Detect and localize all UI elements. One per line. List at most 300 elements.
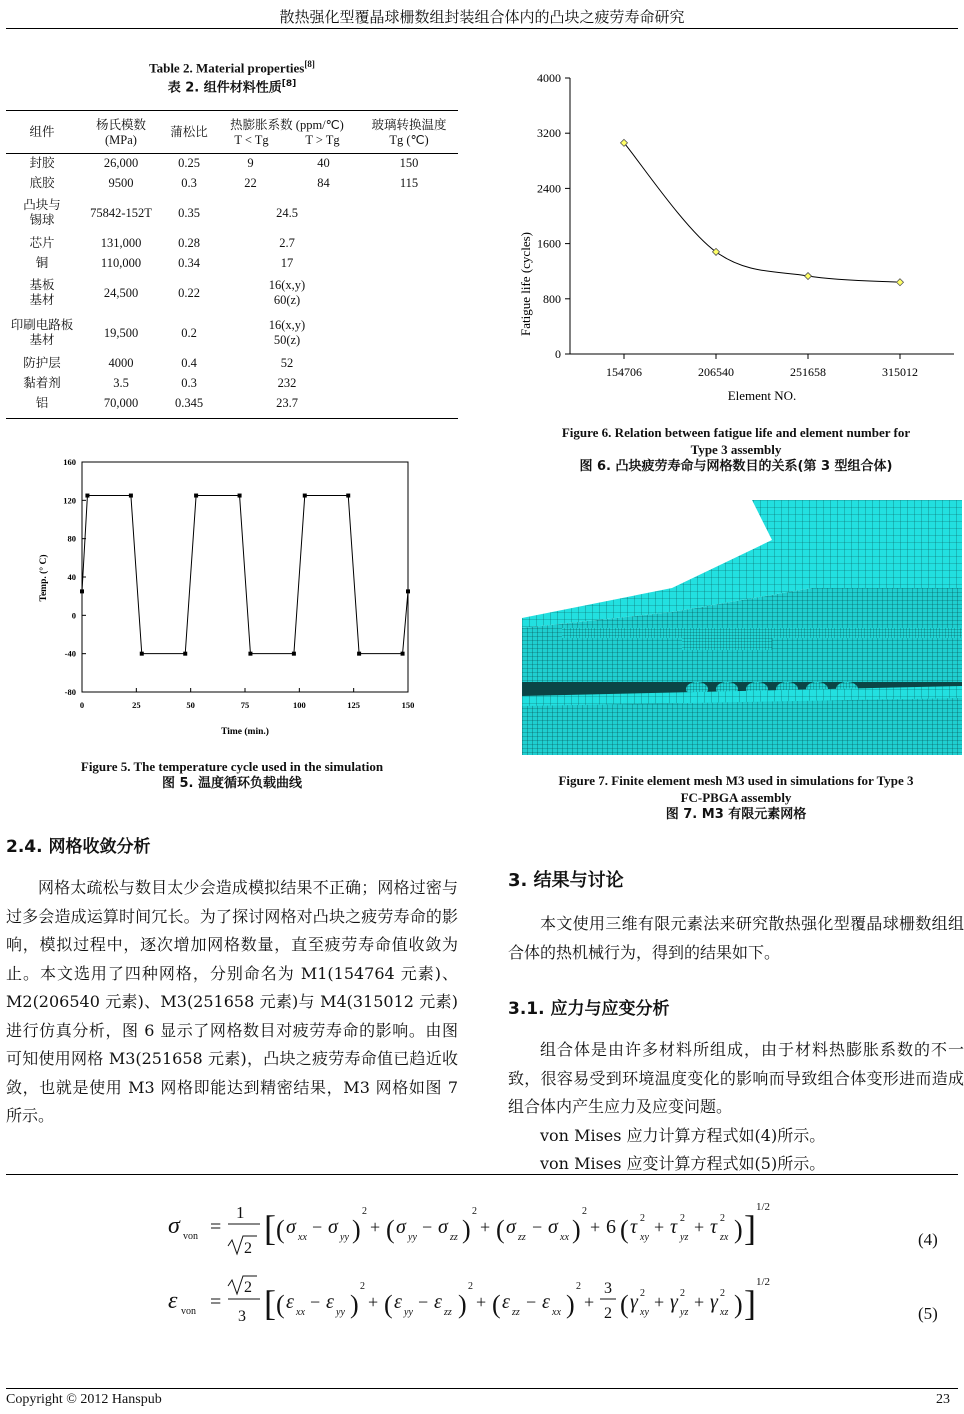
svg-text:]: ] [744,1283,756,1323]
figure-7-caption [508,772,964,823]
table-top-rule [6,110,458,111]
cell-cte-gt [287,173,360,193]
svg-text:2: 2 [640,1213,645,1224]
cell-component [6,153,78,173]
svg-text:−: − [310,1292,321,1312]
fig6-y-tick-label: 1600 [537,236,561,251]
fig5-point [292,652,296,656]
cell-tg [360,153,458,173]
svg-text:): ) [734,1215,743,1244]
cell-poisson [164,393,214,413]
figure-5-chart [30,452,430,744]
svg-text:): ) [352,1215,361,1244]
modulus-value: 9500 [108,175,134,190]
table-row [6,153,458,173]
fig5-x-tick-label: 75 [240,700,250,710]
svg-text:ε: ε [286,1291,294,1313]
svg-text:von: von [183,1231,198,1242]
cell-poisson [164,233,214,253]
poisson-value: 0.28 [178,235,200,250]
svg-text:σ: σ [168,1213,180,1239]
fig5-x-tick-label: 50 [186,700,195,710]
cte-lt-value: 22 [244,175,257,190]
cte-gt-value: 84 [317,175,330,190]
modulus-value: 19,500 [103,325,139,340]
svg-text:−: − [532,1217,543,1237]
fig5-point [194,494,198,498]
section-3-1-strain-line: von Mises 应变计算方程式如(5)所示。 [540,1154,826,1173]
svg-text:zz: zz [518,1232,526,1243]
table-title-ref: [8] [304,59,315,69]
modulus-value: 24,500 [103,285,139,300]
cell-modulus [78,193,164,233]
material-table [6,113,458,413]
figure-5-caption [6,758,458,792]
fig5-point [140,652,144,656]
poisson-value: 0.25 [178,155,200,170]
table-row [6,373,458,393]
cell-cte [214,353,360,373]
section-3-heading: 3. 结果与讨论 [508,870,624,891]
fig5-x-label: Time (min.) [221,727,269,737]
svg-text:xy: xy [640,1307,649,1318]
svg-text:+: + [584,1292,595,1312]
fig6-point [805,273,812,280]
fig5-point [346,494,350,498]
fig6-x-tick-label: 251658 [790,365,826,379]
svg-text:): ) [462,1215,471,1244]
svg-text:2: 2 [468,1281,473,1292]
component-name: 铝 [35,395,49,410]
cell-modulus [78,173,164,193]
fig5-series-line [82,496,408,654]
svg-text:2: 2 [680,1213,685,1224]
cell-component [6,233,78,253]
mesh-substrate [522,650,962,682]
figure-6-caption [508,424,964,475]
fig5-point [406,589,410,593]
svg-text:−: − [526,1292,537,1312]
fig5-point [183,652,187,656]
component-name: 黏着剂 [23,375,61,390]
svg-text:(: ( [386,1215,395,1244]
svg-text:): ) [458,1290,467,1319]
table-row [6,313,458,353]
cell-modulus [78,153,164,173]
cell-modulus [78,253,164,273]
svg-text:σ: σ [396,1216,406,1238]
section-3-1-heading: 3.1. 应力与应变分析 [508,999,670,1019]
th-cte [214,113,360,153]
svg-text:−: − [418,1292,429,1312]
svg-text:ε: ε [434,1291,442,1313]
svg-text:σ: σ [506,1216,516,1238]
svg-text:=: = [210,1216,222,1238]
cell-cte [214,373,360,393]
cell-poisson [164,313,214,353]
cte-value: 232 [277,375,297,390]
svg-text:+: + [694,1217,705,1237]
svg-text:yy: yy [340,1232,349,1243]
cell-cte [214,313,360,353]
running-header: 散热强化型覆晶球栅数组封装组合体内的凸块之疲劳寿命研究 [279,8,685,26]
component-name-2: 锡球 [29,213,55,227]
fig7-caption-en-1: Figure 7. Finite element mesh M3 used in simulations for Type 3 [558,773,914,788]
fig6-series-line [624,143,900,282]
svg-text:+: + [370,1217,381,1237]
table-title-cn: 表 2. 组件材料性质 [167,80,282,96]
svg-text:[: [ [264,1208,276,1248]
svg-text:(: ( [384,1290,393,1319]
th-tg-1: 玻璃转换温度 [371,117,447,132]
cte-value: 24.5 [276,205,298,220]
svg-text:γ: γ [670,1291,678,1313]
svg-text:yy: yy [408,1232,417,1243]
fig5-y-tick-label: -40 [64,648,76,659]
svg-text:+: + [654,1217,665,1237]
component-name: 凸块与 [23,198,61,212]
cell-component [6,253,78,273]
svg-text:σ: σ [286,1216,296,1238]
svg-text:σ: σ [548,1216,558,1238]
figure-6-chart [508,66,964,414]
cell-component [6,313,78,353]
modulus-value: 75842-152T [90,205,152,220]
th-modulus [78,113,164,153]
svg-text:xy: xy [640,1232,649,1243]
svg-text:xx: xx [298,1232,307,1243]
svg-text:): ) [566,1290,575,1319]
cell-poisson [164,173,214,193]
component-name: 芯片 [29,235,55,250]
svg-text:): ) [734,1290,743,1319]
fig6-point [897,279,904,286]
cell-tg [360,353,458,373]
cell-cte [214,253,360,273]
equation-4 [168,1201,770,1257]
svg-text:2: 2 [576,1281,581,1292]
equation-rule [6,1174,958,1175]
table-header-row [6,113,458,153]
svg-text:−: − [312,1217,323,1237]
svg-text:): ) [350,1290,359,1319]
svg-text:σ: σ [328,1216,338,1238]
fig5-y-label: Temp. (° C) [39,554,49,602]
cell-tg [360,253,458,273]
svg-text:(: ( [496,1215,505,1244]
table-row [6,253,458,273]
cell-tg [360,233,458,253]
fig5-y-tick-label: 120 [63,495,76,506]
th-component: 组件 [29,125,55,140]
cte-value: 16(x,y) [268,318,306,332]
poisson-value: 0.4 [181,355,197,370]
table-row [6,173,458,193]
fig7-caption-en-2: FC-PBGA assembly [680,790,792,805]
cell-modulus [78,233,164,253]
svg-text:[: [ [264,1283,276,1323]
cell-cte [214,273,360,313]
fig6-y-label: Fatigue life (cycles) [518,232,533,336]
svg-text:2: 2 [472,1206,477,1217]
cte-value: 16(x,y) [268,278,306,292]
svg-text:+: + [368,1292,379,1312]
svg-text:): ) [572,1215,581,1244]
poisson-value: 0.345 [174,395,204,410]
svg-text:xx: xx [296,1307,305,1318]
table-row [6,273,458,313]
cell-tg [360,313,458,353]
modulus-value: 70,000 [103,395,139,410]
cte-gt-value: 40 [317,155,330,170]
cell-modulus [78,393,164,413]
th-modulus-2: (MPa) [105,132,137,147]
svg-text:zz: zz [450,1232,458,1243]
poisson-value: 0.2 [181,325,197,340]
section-3-1-paragraph: 组合体是由许多材料所组成，由于材料热膨胀系数的不一致，很容易受到环境温度变化的影响而导致组合体变形进而造成组合体内产生应力及应变问题。 [508,1040,964,1116]
table-bottom-rule [6,418,458,419]
fig5-y-tick-label: 0 [71,610,76,621]
fig6-y-tick-label: 800 [543,291,561,306]
svg-text:ε: ε [502,1291,510,1313]
fig5-x-tick-label: 125 [347,700,361,710]
svg-text:+: + [476,1292,487,1312]
svg-text:2: 2 [360,1281,365,1292]
svg-text:zx: zx [720,1232,729,1243]
modulus-value: 110,000 [100,255,142,270]
svg-text:+: + [590,1217,601,1237]
poisson-value: 0.3 [181,175,197,190]
fig5-caption-en: Figure 5. The temperature cycle used in the simulation [80,759,384,774]
cell-component [6,373,78,393]
fig7-caption-cn: 图 7. M3 有限元素网格 [665,807,807,822]
fig5-point [401,652,405,656]
cell-modulus [78,373,164,393]
section-3-paragraph: 本文使用三维有限元素法来研究散热强化型覆晶球栅数组组合体的热机械行为，得到的结果如下。 [508,914,964,962]
svg-text:τ: τ [630,1216,638,1238]
poisson-value: 0.34 [178,255,200,270]
cell-poisson [164,253,214,273]
svg-text:1: 1 [236,1203,245,1222]
cell-component [6,273,78,313]
svg-text:xz: xz [720,1307,729,1318]
fig6-caption-en-1: Figure 6. Relation between fatigue life and element number for [561,425,911,440]
equation-5 [168,1276,770,1325]
fig6-y-tick-label: 0 [555,347,561,361]
fig5-caption-cn: 图 5. 温度循环负载曲线 [161,776,303,791]
svg-text:yy: yy [336,1307,345,1318]
fig5-point [248,652,252,656]
modulus-value: 4000 [108,355,134,370]
svg-text:τ: τ [670,1216,678,1238]
cell-poisson [164,153,214,173]
component-name-2: 基材 [29,293,55,307]
cell-modulus [78,313,164,353]
component-name: 防护层 [23,355,61,370]
cell-modulus [78,353,164,373]
cell-cte [214,393,360,413]
figure-7-mesh-image [522,500,962,755]
th-modulus-1: 杨氏模数 [95,117,146,132]
th-cte-gt: T > Tg [305,132,340,147]
fig5-y-tick-label: 160 [63,457,76,467]
svg-text:(: ( [492,1290,501,1319]
svg-text:3: 3 [604,1280,612,1297]
cte-value-z: 60(z) [273,293,301,307]
modulus-value: 131,000 [100,235,142,250]
th-tg [360,113,458,153]
cte-value: 17 [280,255,294,270]
svg-text:2: 2 [604,1305,612,1322]
svg-text:zz: zz [444,1307,452,1318]
svg-text:von: von [181,1306,196,1317]
cell-tg [360,273,458,313]
cell-tg [360,173,458,193]
fig6-x-tick-label: 154706 [606,365,642,379]
component-name: 基板 [29,278,55,292]
cell-tg [360,373,458,393]
equation-4-number: (4) [918,1230,938,1249]
poisson-value: 0.22 [178,285,200,300]
svg-text:γ: γ [710,1291,718,1313]
svg-text:τ: τ [710,1216,718,1238]
svg-text:ε: ε [394,1291,402,1313]
table-row [6,353,458,373]
footer-page-number: 23 [936,1392,950,1407]
svg-text:2: 2 [680,1288,685,1299]
fig5-point [85,494,89,498]
tg-value: 115 [399,175,419,190]
fig6-caption-en-2: Type 3 assembly [690,442,782,457]
modulus-value: 3.5 [113,375,129,390]
equations-block [160,1188,800,1338]
fig5-point [80,589,84,593]
cell-component [6,393,78,413]
th-cte-title: 热膨胀系数 (ppm/℃) [230,117,344,132]
cell-cte [214,233,360,253]
svg-text:σ: σ [438,1216,448,1238]
svg-text:3: 3 [238,1308,246,1325]
footer-copyright: Copyright © 2012 Hanspub [6,1392,162,1407]
svg-text:γ: γ [630,1291,638,1313]
section-3-body [508,910,964,967]
cell-component [6,173,78,193]
cte-value-z: 50(z) [273,333,301,347]
svg-text:(: ( [620,1290,629,1319]
svg-text:]: ] [744,1208,756,1248]
svg-text:ε: ε [168,1288,178,1314]
svg-text:+: + [694,1292,705,1312]
fig6-caption-cn: 图 6. 凸块疲劳寿命与网格数目的关系(第 3 型组合体) [579,459,893,474]
svg-text:xx: xx [560,1232,569,1243]
svg-text:yy: yy [404,1307,413,1318]
cell-tg [360,393,458,413]
fig6-x-label: Element NO. [727,388,797,403]
table-row [6,233,458,253]
svg-text:2: 2 [640,1288,645,1299]
fig5-x-tick-label: 25 [132,700,141,710]
svg-text:xx: xx [552,1307,561,1318]
section-3-1-body [508,1036,964,1179]
th-cte-lt: T < Tg [234,132,269,147]
fig5-point [238,494,242,498]
svg-text:2: 2 [362,1206,367,1217]
svg-text:2: 2 [582,1206,587,1217]
fig5-point [357,652,361,656]
svg-text:(: ( [620,1215,629,1244]
svg-text:1/2: 1/2 [756,1201,771,1213]
svg-text:2: 2 [244,1240,252,1257]
svg-text:−: − [422,1217,433,1237]
svg-text:ε: ε [542,1291,550,1313]
cell-poisson [164,193,214,233]
fig5-point [129,494,133,498]
equation-5-number: (5) [918,1304,938,1323]
table-2-caption [6,56,458,97]
svg-text:2: 2 [244,1279,252,1296]
cte-value: 52 [280,355,294,370]
table-row [6,393,458,413]
cell-component [6,353,78,373]
poisson-value: 0.35 [178,205,200,220]
component-name: 印刷电路板 [10,318,74,332]
table-row [6,193,458,233]
modulus-value: 26,000 [103,155,139,170]
fig5-x-tick-label: 100 [292,700,306,710]
svg-text:(: ( [276,1290,285,1319]
cell-cte-gt [287,153,360,173]
th-tg-2: Tg (℃) [389,132,429,147]
svg-text:2: 2 [720,1288,725,1299]
tg-value: 150 [399,155,419,170]
table-title-en: Table 2. Material properties [149,60,305,76]
header-rule [6,28,958,29]
svg-text:(: ( [276,1215,285,1244]
component-name: 封胶 [29,155,55,170]
svg-text:ε: ε [326,1291,334,1313]
svg-text:+: + [480,1217,491,1237]
fig6-y-tick-label: 2400 [537,181,561,196]
fig5-x-tick-label: 0 [79,700,85,710]
fig6-y-tick-label: 4000 [537,71,561,85]
cell-poisson [164,273,214,313]
svg-text:zz: zz [512,1307,520,1318]
section-2-4-paragraph: 网格太疏松与数目太少会造成模拟结果不正确；网格过密与过多会造成运算时间冗长。为了探讨网格对凸块之疲劳寿命的影响，模拟过程中，逐次增加网格数量，直至疲劳寿命值收敛为止。本文选用了四种网格，分别命名为 M1(154764 元素)、M2(206540 元素)、M3(251658 元素)与 M4(315012 元素)进行仿真分析，图 6 显示了网格数目对疲劳寿命的影响。由图可知使用网格 M3(251658 元素)，凸块之疲劳寿命值已趋近收敛，也就是使用 M3 网格即能达到精密结果，M3 网格如图 7 所示。 [6,878,458,1125]
cte-lt-value: 9 [247,155,254,170]
fig5-y-tick-label: 40 [67,572,76,582]
cell-modulus [78,273,164,313]
table-title-cn-ref: [8] [281,79,297,90]
svg-text:1/2: 1/2 [756,1276,771,1288]
fig5-x-tick-label: 150 [401,700,415,710]
section-2-4-heading: 2.4. 网格收敛分析 [6,837,151,857]
fig6-x-tick-label: 206540 [698,365,734,379]
cte-value: 2.7 [279,235,295,250]
poisson-value: 0.3 [181,375,197,390]
cell-cte-lt [214,153,287,173]
cell-poisson [164,353,214,373]
component-name-2: 基材 [29,333,55,347]
fig5-point [303,494,307,498]
svg-text:+: + [654,1292,665,1312]
cell-cte-lt [214,173,287,193]
svg-text:yz: yz [680,1307,689,1318]
fig5-y-tick-label: 80 [67,533,76,544]
section-2-4-body [6,874,458,1131]
cell-component [6,193,78,233]
svg-text:2: 2 [720,1213,725,1224]
fig5-y-tick-label: -80 [64,687,76,697]
